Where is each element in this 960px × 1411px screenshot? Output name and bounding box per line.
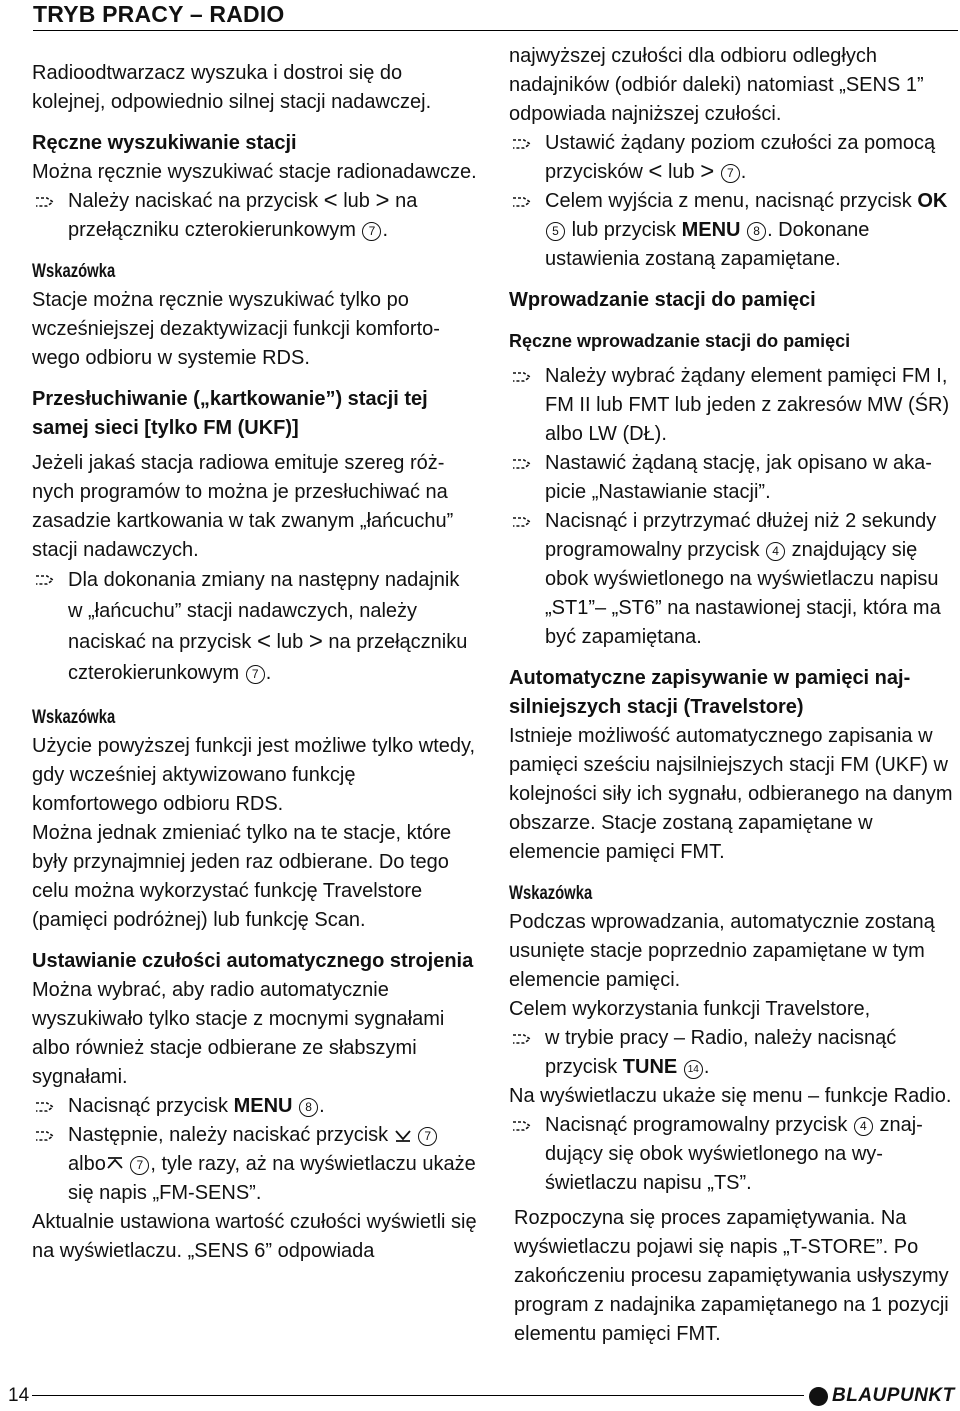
less-than-key-icon: < (256, 628, 271, 655)
greater-than-key-icon: > (308, 628, 323, 655)
section-heading-manual: Ręczne wyszukiwanie stacji (32, 132, 297, 154)
brand-logo (809, 1385, 955, 1407)
step-arrow-icon (35, 196, 55, 208)
step-arrow-icon (512, 1033, 532, 1045)
circled-number-icon: 7 (362, 222, 381, 241)
step-arrow-icon (512, 138, 532, 150)
step-arrow-icon (512, 458, 532, 470)
brand-name: BLAUPUNKT (832, 1385, 955, 1406)
circled-number-icon: 8 (299, 1098, 318, 1117)
continued-paragraph: najwyższej czułości dla odbioru odległych nadajników (odbiór daleki) natomiast „SENS 1” odpowiada najniższej czułości. (509, 45, 924, 125)
footer-rule (32, 1395, 804, 1396)
less-than-key-icon: < (323, 187, 338, 214)
travelstore-paragraph: Istnieje możliwość automatycznego zapisania w pamięci sześciu najsilniejszych stacji FM (UKF) w kolejności siły ich sygnału, odbieranego na danym obszarze. Stacje zostaną zapamiętane w elemencie pamięci FMT. (509, 725, 953, 863)
menu-key-label: MENU (681, 219, 741, 241)
step-chain: Dla dokonania zmiany na następny nadajnik w „łańcuchu” stacji nadawczych, należy naciskać na przycisk < lub > na przełączniku czterokierunkowym 7 . (32, 565, 478, 689)
chain-paragraph: Jeżeli jakaś stacja radiowa emituje szereg różnych programów to można je przesłuchiwać na zasadzie kartkowania w tak zwanym „łańcuchu” stacji nadawczych. (32, 452, 454, 561)
brand-dot-icon (809, 1387, 828, 1406)
greater-than-key-icon: > (700, 158, 715, 185)
sensitivity-paragraph: Można wybrać, aby radio automatycznie wyszukiwało tylko stacje z mocnymi sygnałami albo również stacje odbierane ze słabszymi sygnałami. (32, 979, 445, 1088)
section-heading-chain: Przesłuchiwanie („kartkowanie”) stacji tej samej sieci [tylko FM (UKF)] (32, 388, 428, 439)
intro-paragraph: Radioodtwarzacz wyszuka i dostroi się do kolejnej, odpowiednio silnej stacji nadawczej. (32, 62, 432, 113)
step-arrow-icon (512, 516, 532, 528)
page-number: 14 (8, 1385, 30, 1406)
step-arrow-icon (512, 371, 532, 383)
page-header (33, 0, 958, 31)
less-than-key-icon: < (648, 158, 663, 185)
note-paragraph: Stacje można ręcznie wyszukiwać tylko po wcześniejszej dezaktywizacji funkcji komfortowego odbioru w systemie RDS. (32, 289, 440, 369)
travelstore-after-paragraph: Na wyświetlaczu ukaże się menu – funkcje Radio. (509, 1085, 952, 1107)
section-heading-sensitivity: Ustawianie czułości automatycznego strojenia (32, 950, 474, 972)
step-arrow-icon (35, 574, 55, 586)
note-heading: Wskazówka (509, 883, 593, 904)
step-set-sensitivity: Ustawić żądany poziom czułości za pomocą przycisków < lub > 7 . (509, 129, 956, 187)
circled-number-icon: 7 (246, 665, 265, 684)
note-paragraph: Użycie powyższej funkcji jest możliwe tylko wtedy, gdy wcześniej aktywizowano funkcję komfortowego odbioru RDS. (32, 735, 476, 815)
circled-number-icon: 8 (747, 222, 766, 241)
subheading-manual-memory: Ręczne wprowadzanie stacji do pamięci (509, 331, 851, 351)
circled-number-icon: 5 (546, 222, 565, 241)
up-key-icon (106, 1153, 124, 1175)
right-column (509, 42, 956, 1349)
note-paragraph: Podczas wprowadzania, automatycznie zostaną usunięte stacje poprzednio zapamiętane w tym elemencie pamięci. (509, 911, 935, 991)
circled-number-icon: 14 (684, 1060, 703, 1079)
section-heading-travelstore: Automatyczne zapisywanie w pamięci najsilniejszych stacji (Travelstore) (509, 667, 911, 718)
step-hold-preset: Nacisnąć i przytrzymać dłużej niż 2 sekundy programowalny przycisk 4 znajdujący się obok wyświetlonego na wyświetlaczu napisu „ST1”– „ST6” na nastawionej stacji, która ma być zapamiętana. (509, 507, 956, 652)
left-column (32, 59, 478, 1266)
step-exit-menu: Celem wyjścia z menu, nacisnąć przycisk OK 5 lub przycisk MENU 8 . Dokonane ustawienia zostaną zapamiętane. (509, 187, 956, 274)
down-key-icon (394, 1124, 412, 1146)
note-paragraph: Można jednak zmieniać tylko na te stacje, które były przynajmniej jeden raz odbierane. Do tego celu można wykorzystać funkcję Travelstore (pamięci podróżnej) lub funkcję Scan. (32, 822, 452, 931)
circled-number-icon: 7 (418, 1127, 437, 1146)
circled-number-icon: 4 (854, 1117, 873, 1136)
section-heading-memory: Wprowadzanie stacji do pamięci (509, 289, 816, 311)
greater-than-key-icon: > (375, 187, 390, 214)
menu-key-label: MENU (233, 1095, 293, 1117)
note-heading: Wskazówka (32, 707, 116, 728)
circled-number-icon: 7 (721, 164, 740, 183)
manual-paragraph: Można ręcznie wyszukiwać stacje radionadawcze. (32, 161, 477, 183)
step-manual: Należy naciskać na przycisk < lub > na przełączniku czterokierunkowym 7 . (32, 187, 478, 245)
step-arrow-icon (35, 1101, 55, 1113)
step-arrow-icon (35, 1130, 55, 1142)
circled-number-icon: 7 (130, 1156, 149, 1175)
step-press-ts: Nacisnąć programowalny przycisk 4 znajdujący się obok wyświetlonego na wyświetlaczu napisu „TS”. (509, 1111, 956, 1198)
note-heading: Wskazówka (32, 261, 116, 282)
step-press-tune: w trybie pracy – Radio, należy nacisnąć przycisk TUNE 14 . (509, 1024, 956, 1082)
step-sens-select: Następnie, należy naciskać przycisk 7 albo 7 , tyle razy, aż na wyświetlaczu ukaże się napis „FM-SENS”. (32, 1121, 478, 1208)
sensitivity-after-paragraph: Aktualnie ustawiona wartość czułości wyświetli się na wyświetlaczu. „SENS 6” odpowiada (32, 1211, 477, 1262)
note-paragraph: Celem wykorzystania funkcji Travelstore, (509, 998, 871, 1020)
step-menu: Nacisnąć przycisk MENU 8 . (32, 1092, 478, 1121)
step-arrow-icon (512, 196, 532, 208)
travelstore-final-paragraph: Rozpoczyna się proces zapamiętywania. Na wyświetlaczu pojawi się napis „T-STORE”. Po zakończeniu procesu zapamiętywania usłyszymy program z nadajnika zapamiętanego na 1 pozycji elementu pamięci FMT. (514, 1207, 949, 1345)
step-tune-station: Nastawić żądaną stację, jak opisano w akapicie „Nastawianie stacji”. (509, 449, 956, 507)
circled-number-icon: 4 (766, 542, 785, 561)
page-title: TRYB PRACY – RADIO (33, 1, 285, 27)
tune-key-label: TUNE (622, 1056, 678, 1078)
ok-key-label: OK (917, 190, 948, 212)
step-select-memory: Należy wybrać żądany element pamięci FM I, FM II lub FMT lub jeden z zakresów MW (ŚR) albo LW (DŁ). (509, 362, 956, 449)
step-arrow-icon (512, 1120, 532, 1132)
